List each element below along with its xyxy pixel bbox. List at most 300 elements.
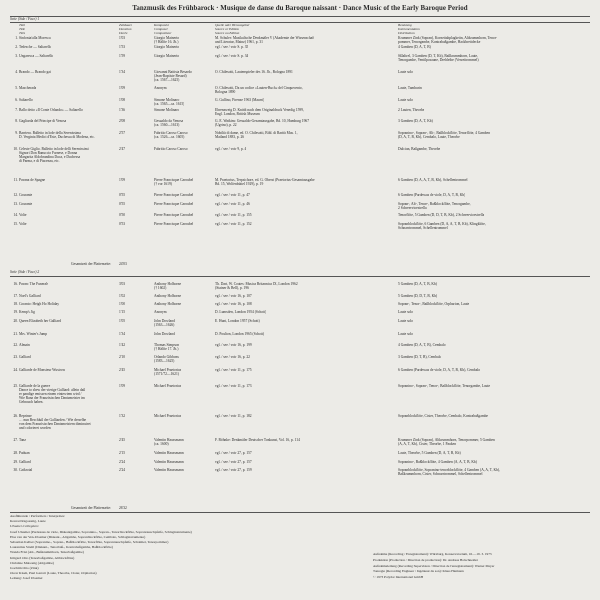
track-source: [215, 222, 252, 226]
track-title: [19, 147, 89, 163]
header-title-line: Title: [19, 27, 26, 31]
track-scoring: [398, 332, 413, 336]
track-scoring: [398, 282, 437, 286]
header-scoring-line: Instrumentation: [398, 27, 420, 31]
track-composer-line: Anonym: [154, 310, 167, 314]
track-scoring: [398, 213, 484, 217]
track-title: [19, 355, 31, 359]
ensemble-line: Ulsamer-Collegium:: [10, 524, 39, 529]
track-scoring-line: 4 Gamben (D, A, T, B): [398, 45, 431, 49]
track-title: [19, 368, 65, 372]
track-number-line: 6.: [15, 98, 18, 102]
credit-line: Tonregie (Recording Engineer / Ingénieur du son): Klaus Hiemann: [373, 569, 464, 574]
track-source: [215, 131, 298, 139]
header-duration: [119, 23, 132, 35]
track-number-line: 4.: [15, 70, 18, 74]
track-scoring: [398, 310, 413, 314]
track-number: [10, 368, 18, 372]
track-number: [10, 54, 18, 58]
track-number: [10, 147, 18, 151]
performer-line: Joachim Otto (Zink): [10, 566, 39, 571]
track-title-line: Volte: [19, 213, 27, 217]
track-duration: [119, 222, 125, 226]
track-number-line: 28.: [13, 451, 18, 455]
track-source: [215, 460, 252, 464]
track-title-line: Mrs. Winter's Jump: [19, 332, 48, 336]
track-scoring: [398, 414, 488, 418]
track-number: [10, 332, 18, 336]
track-source-line: vgl. / see / voir 11, p. 175: [215, 368, 252, 372]
track-duration-line: 1'32: [119, 414, 126, 418]
track-number: [10, 178, 18, 182]
track-scoring-line: Laute solo: [398, 98, 414, 102]
track-title: [19, 302, 59, 306]
track-scoring-line: Sopran-, Alt-, Tenor-, Baßblockflöte, Tenorgambe,: [398, 202, 471, 206]
track-composer-line: Pierre Francisque Caroubel: [154, 178, 194, 182]
track-duration: [119, 414, 125, 418]
track-scoring-line: Dulcian, Baßgambe, Theorbe: [398, 147, 441, 151]
track-composer-line: Anthony Holborne: [154, 282, 182, 286]
track-duration: [119, 193, 125, 197]
track-title-line: Galliarde de la guerre: [19, 384, 51, 388]
track-composer: [154, 178, 193, 186]
track-duration-line: 1'09: [119, 178, 126, 182]
track-duration-line: 2'47: [119, 147, 126, 151]
track-scoring-line: 3 Gamben (D, T, B), Cembalo: [398, 355, 442, 359]
track-title-line: Tedesche — Saltarello: [19, 45, 52, 49]
track-number: [10, 438, 18, 442]
track-source-line: O. Chilesotti, Da un codice »Lauten-Buch« del Cinquecento,: [215, 86, 303, 90]
header-composer-line: Composer: [154, 27, 168, 31]
track-composer-line: (Jean-Baptiste Besard): [154, 74, 187, 79]
track-scoring: [398, 384, 490, 388]
track-duration: [119, 343, 125, 347]
track-source: [215, 294, 252, 298]
track-number: [10, 86, 18, 90]
track-scoring-line: Sopranblockflöte, 6 Gamben (D, A, A, T, B, Kb), Klingklöte,: [398, 222, 486, 226]
track-composer-line: Anonym: [154, 86, 167, 90]
track-composer-line: (1583—1625): [154, 359, 175, 364]
track-composer: [154, 70, 192, 82]
header-source-line: Quelle oder Herausgeber: [215, 23, 250, 27]
track-composer-line: (ca. 1565—ca. 1615): [154, 102, 185, 107]
header-rule: [10, 22, 590, 23]
track-source-line: vgl. / see / voir 11, p. 47: [215, 193, 250, 197]
track-duration: [119, 310, 125, 314]
track-scoring: [398, 54, 479, 62]
track-title: [19, 460, 31, 464]
track-number: [10, 70, 18, 74]
track-title: [19, 343, 30, 347]
track-duration: [119, 178, 125, 182]
track-duration-line: 1'03: [119, 36, 126, 40]
track-scoring-line: 2 Lauten, Theorbe: [398, 108, 425, 112]
track-scoring: [398, 451, 461, 455]
header-scoring-line: Besetzung: [398, 23, 412, 27]
track-scoring: [398, 319, 413, 323]
track-number-line: 22.: [13, 343, 18, 347]
track-duration-line: 2'24: [119, 468, 126, 472]
track-composer: [154, 451, 184, 455]
track-scoring-line: Laute solo: [398, 70, 414, 74]
track-composer: [154, 343, 179, 351]
credit-line: Produktion (Production / Direction de production): Dr. Andreas Holschneider: [373, 557, 478, 562]
track-scoring-line: Laute solo: [398, 332, 414, 336]
track-composer: [154, 45, 179, 49]
performer-line: Elsa van der Ven-Ulsamer (Diskant-, Altgambe, Sopranblockflöte, Cembalo, Schlaginstrumente): [10, 534, 146, 539]
track-duration-line: 2'24: [119, 460, 126, 464]
track-composer: [154, 355, 179, 363]
track-source-line: vgl. / see / voir 16, p. 22: [215, 355, 250, 359]
track-number: [10, 451, 18, 455]
track-title: [19, 213, 27, 217]
credit-line: Aufnahme (Recording / Enregistrement): Würzburg, Konservatorium, 16.—19. 3. 1973: [373, 552, 492, 556]
track-title-line: Kemp's Jig: [19, 310, 35, 314]
track-composer-line: Giorgio Mainerio: [154, 36, 180, 40]
track-composer: [154, 438, 184, 446]
track-composer-line: Giorgio Mainerio: [154, 54, 180, 58]
performer-line: Laurentius Strehl (Diskant-, Tenorbaß-, Kontrabaßgambe, Baßblockflöte): [10, 545, 113, 550]
track-duration: [119, 294, 125, 298]
track-composer: [154, 202, 193, 206]
track-source: [215, 119, 309, 127]
track-number: [10, 193, 18, 197]
track-number: [10, 131, 18, 135]
track-title: [19, 451, 30, 455]
track-composer-line: John Dowland: [154, 332, 175, 336]
header-title: [19, 23, 25, 35]
track-duration-line: 1'05: [119, 319, 126, 323]
track-title-line: D. Verginia Medici d'Este, Duchessa di Modena, etc.: [19, 135, 95, 140]
track-source: [215, 45, 248, 49]
track-title-line: di Parma, e di Piacenza, etc.: [19, 159, 60, 164]
track-duration-line: 0'50: [119, 213, 126, 217]
track-duration: [119, 355, 125, 359]
track-title-line: Mascherada: [19, 86, 37, 90]
track-duration: [119, 131, 125, 135]
header-duration-line: Duration: [119, 27, 132, 31]
track-source-line: G. E. Watkins: Gesualdo-Gesamtausgabe, Bd. 10, Hamburg 1967: [215, 119, 309, 123]
track-duration-line: 0'55: [119, 202, 126, 206]
track-title-line: Catkrotal: [19, 468, 33, 472]
track-scoring-line: Sopranblockflöte, Cister, Theorbe, Cembalo, Kontrabaßgambe: [398, 414, 489, 418]
track-scoring-line: Sßlaltrel, 3 Gamben (D, T, Kb), Baßkrummhorn, Laute,: [398, 54, 479, 58]
track-title: [19, 36, 51, 40]
track-composer: [154, 86, 167, 90]
track-number-line: 19.: [13, 310, 18, 314]
track-scoring: [398, 119, 433, 123]
track-source: [215, 343, 252, 347]
track-composer: [154, 310, 167, 314]
track-source-line: vgl. / see / voir 16, p. 199: [215, 343, 252, 347]
track-title-line: Reprinse: [19, 414, 32, 418]
track-title-line: Ballo detto «Il Conte Orlando» — Saltarello: [19, 108, 83, 112]
track-duration-line: 1'09: [119, 86, 126, 90]
track-number: [10, 460, 18, 464]
track-duration: [119, 147, 125, 151]
track-source: [215, 451, 252, 455]
track-composer-line: († vor 1619): [154, 182, 172, 187]
header-duration-line: Zeitdauer: [119, 23, 133, 27]
track-scoring-line: Laute, Theorbe, 5 Gamben (D, A, T, B, Kb): [398, 451, 461, 455]
track-title-line: Coranto: Heigh Ho Holiday: [19, 302, 60, 306]
track-composer-line: Giovanni Battista Besardo: [154, 70, 192, 74]
track-scoring: [398, 460, 477, 464]
track-composer: [154, 147, 188, 151]
track-source-line: M. Schuler: Musikalische Denkmäler V (Akademie der Wissenschaft: [215, 36, 315, 40]
track-duration: [119, 319, 125, 323]
performer-line: Christine Maisonig (Altgambe): [10, 560, 54, 565]
track-duration-line: 1'02: [119, 294, 126, 298]
track-composer-line: Valentin Haussmann: [154, 438, 184, 442]
track-source: [215, 178, 315, 186]
track-source-line: Ehrenzweig D. Knödt nach dem Originaldruck Venedig 1599,: [215, 108, 304, 112]
performer-line: Oscar Kiseh, Paul Garrett (Laute, Theorbe, Cister, Orpharion): [10, 571, 97, 576]
track-source: [215, 368, 252, 372]
track-source: [215, 213, 252, 217]
track-duration: [119, 213, 125, 217]
track-scoring-line: 3 Gamben (D, A, T, Kb): [398, 119, 433, 123]
track-duration-line: 2'10: [119, 355, 126, 359]
track-source: [215, 54, 248, 58]
track-duration: [119, 45, 125, 49]
track-composer-line: Pierre Francisque Caroubel: [154, 222, 194, 226]
track-scoring: [398, 108, 424, 112]
track-source: [215, 355, 250, 359]
track-scoring: [398, 98, 413, 102]
track-number: [10, 36, 18, 40]
track-source-line: Bologna 1890: [215, 90, 236, 95]
track-number-line: 11.: [13, 178, 18, 182]
track-duration: [119, 302, 125, 306]
track-composer-line: Michael Praetorius: [154, 368, 182, 372]
side1-label: Seite (Side / Face) 1: [10, 17, 40, 21]
track-number-line: 16.: [13, 282, 18, 286]
track-composer: [154, 468, 184, 472]
track-composer-line: († 1602): [154, 286, 167, 291]
header-scoring: [398, 23, 420, 35]
track-scoring-line: Sopranblockflöte, Sopranino-tenorblockflöte, 4 Gamben (A, A, T, Kb),: [398, 468, 500, 472]
track-title-line: Margarita Aldobrandina Duca, e Duchessa: [19, 155, 81, 160]
track-scoring-line: Baßkrummhorn, Cister, Schnarrtrommel, Schellentrommel: [398, 472, 483, 477]
track-number-line: 7.: [15, 108, 18, 112]
track-duration: [119, 202, 125, 206]
performer-line: Sebastian Kelber (Sopranino-, Sopran-, Baßblockflöte, Tenorflöte, Sopranrauschpfeife, Schalmei, Tenorpommer): [10, 540, 169, 545]
track-source-line: vgl. / see / voir 9, p. 4: [215, 147, 247, 151]
track-composer-line: Anthony Holborne: [154, 302, 182, 306]
track-source-line: M. Praetorius, Terpsichore, ed. G. Oberst (Praetorius-Gesamtausgabe: [215, 178, 315, 182]
credit-line: © 1973 Polydor International GmbH: [373, 575, 424, 580]
track-duration: [119, 98, 125, 102]
track-source: [215, 86, 303, 94]
track-composer-line: (ca. 1560—1613): [154, 123, 180, 128]
track-composer: [154, 368, 181, 376]
track-title: [19, 178, 45, 182]
track-source-line: Nobiltà di dame, ed. O. Chilesotti, Bibl. di Rarità Mus. 1,: [215, 131, 298, 135]
track-duration-line: 2'15: [119, 451, 126, 455]
track-duration: [119, 384, 125, 388]
track-title: [19, 98, 33, 102]
top-rule: [10, 16, 590, 17]
track-title-line: Noel's Galliard: [19, 294, 41, 298]
track-title-line: Tanz: [19, 438, 26, 442]
track-number-line: 18.: [13, 302, 18, 306]
track-composer: [154, 319, 175, 327]
track-duration-line: 1'34: [119, 332, 126, 336]
track-source: [215, 332, 264, 336]
track-scoring-line: Laute solo: [398, 310, 414, 314]
track-number-line: 13.: [13, 202, 18, 206]
track-source-line: vgl. / see / voir 11, p. 182: [215, 414, 252, 418]
track-source: [215, 202, 250, 206]
track-duration: [119, 36, 125, 40]
track-title-line: Pavan: The Funerals: [19, 282, 49, 286]
track-number: [10, 98, 18, 102]
track-title: [19, 310, 35, 314]
track-composer-line: Pierre Francisque Caroubel: [154, 202, 194, 206]
track-scoring-line: 6 Gamben (Pardessus de viole, D, A, T, B, Kb): [398, 193, 466, 197]
track-composer-line: (ca. 1526—ca. 1605): [154, 135, 185, 140]
track-scoring: [398, 222, 486, 230]
track-source-line: vgl. / see / voir 11, p. 173: [215, 384, 252, 388]
performer-line: Irmgard Otto (Tenorbaßgambe, Altblockflöte): [10, 555, 75, 560]
track-number-line: 10.: [13, 147, 18, 151]
track-title-line: Galliard: [19, 460, 31, 464]
track-source: [215, 310, 266, 314]
track-duration-line: 2'45: [119, 368, 126, 372]
track-scoring: [398, 355, 441, 359]
track-duration-line: 2'45: [119, 438, 126, 442]
performer-lines: [10, 530, 192, 577]
track-duration: [119, 119, 125, 123]
track-source: [215, 302, 252, 306]
track-number-line: 20.: [13, 319, 18, 323]
track-scoring: [398, 343, 446, 347]
track-composer-line: Orlando Gibbons: [154, 355, 179, 359]
track-number-line: 29.: [13, 460, 18, 464]
track-number-line: 3.: [15, 54, 18, 58]
track-composer: [154, 213, 193, 217]
track-composer: [154, 384, 181, 388]
track-number: [10, 213, 18, 217]
track-title: [19, 222, 27, 226]
track-composer-line: Anthony Holborne: [154, 294, 182, 298]
track-title-line: Pavana de Spagne: [19, 178, 46, 182]
track-source: [215, 108, 304, 116]
track-scoring: [398, 45, 431, 49]
track-number: [10, 222, 18, 226]
track-composer-line: († Hälfte 16. Jh.): [154, 40, 179, 45]
track-composer-line: Thomas Simpson: [154, 343, 180, 347]
track-title: [19, 193, 32, 197]
track-source-line: vgl. / see / voir 11, p. 152: [215, 222, 252, 226]
track-source-line: vgl. / see / voir S. p. 34: [215, 54, 249, 58]
track-scoring-line: Sopranino-, Sopran-, Tenor-, Baßblockflöte, Tenorgambe, Laute: [398, 384, 491, 388]
track-source-line: vgl. / see / voir 27, p. 159: [215, 468, 252, 472]
track-scoring-line: Tenorgambe, Ventilposaune, Drehleibe (Verzeitrommel): [398, 58, 479, 63]
track-title-line: Wie Ranz der Französischen Dantzmeister im: [19, 396, 85, 401]
track-composer-line: († Hälfte 17. Jh.): [154, 347, 179, 352]
track-scoring: [398, 302, 469, 306]
track-title: [19, 54, 53, 58]
track-source: [215, 70, 293, 74]
track-scoring-line: Krummer Zink (Sopran), Kornettahplagkeitn, Altkrummhorn, Tenor-: [398, 36, 498, 40]
track-composer-line: Simone Molinaro: [154, 98, 180, 102]
header-scoring-line: Distribution: [398, 31, 415, 35]
track-source-line: vgl. / see / voir 11, p. 46: [215, 202, 250, 206]
track-composer: [154, 193, 193, 197]
track-title-line: er pandige emissen einem eintewtem wird /: [19, 392, 82, 397]
track-title-line: Galliard: [19, 355, 31, 359]
track-scoring: [398, 36, 497, 44]
track-number: [10, 202, 18, 206]
track-composer-line: Valentin Haussmann: [154, 451, 184, 455]
track-source-line: Engl. London, British Museum: [215, 112, 260, 117]
track-composer: [154, 222, 193, 226]
track-source: [215, 193, 250, 197]
track-duration-line: 1'59: [119, 54, 126, 58]
track-duration-line: 1'42: [119, 343, 126, 347]
track-number-line: 26.: [13, 414, 18, 418]
track-composer-line: (1563—1626): [154, 323, 175, 328]
track-number: [10, 319, 18, 323]
track-scoring-line: 2 Schreervioestrella: [398, 206, 427, 211]
track-title: [19, 414, 91, 430]
track-source: [215, 414, 252, 418]
track-source-line: Mailand 1883, p. 26: [215, 135, 245, 140]
track-number: [10, 294, 18, 298]
side2-label: Seite (Side / Face) 2: [10, 270, 40, 274]
performer-line: Wanda Frisi (Alt-, Baßkrummhorn, Tenorbaßgambe): [10, 550, 84, 555]
track-composer-line: Fabritio Caroso Caroso: [154, 147, 188, 151]
track-scoring-line: Laute solo: [398, 319, 414, 323]
track-number: [10, 282, 18, 286]
track-number-line: 23.: [13, 355, 18, 359]
track-duration: [119, 70, 125, 74]
track-composer-line: Pierre Francisque Caroubel: [154, 193, 194, 197]
track-title: [19, 319, 61, 323]
conductor-line: Konrad Ragossnig, Laute: [10, 519, 46, 524]
track-title-line: Gagliarda del Principe di Venosa: [19, 119, 67, 123]
track-scoring: [398, 178, 468, 182]
track-number-line: 8.: [15, 119, 18, 123]
track-source: [215, 98, 264, 102]
track-source: [215, 36, 314, 44]
track-title: [19, 131, 95, 139]
track-title: [19, 294, 41, 298]
track-number-line: 1.: [15, 36, 18, 40]
track-composer-line: Pierre Francisque Caroubel: [154, 213, 194, 217]
track-source: [215, 319, 260, 323]
track-source: [215, 468, 252, 472]
track-duration-line: 1'15: [119, 310, 126, 314]
track-source-line: O. Chilesotti, Lautenspieler des 16. Jh., Bologna 1891: [215, 70, 293, 74]
header-source-line: Source ou Edition: [215, 31, 240, 35]
track-source-line: vgl. / see / voir 27, p. 157: [215, 451, 252, 455]
track-composer-line: Valentin Haussmann: [154, 460, 184, 464]
header-source-line: Source or Edition: [215, 27, 239, 31]
track-number: [10, 468, 18, 472]
header-title-line: Titre: [19, 31, 26, 35]
track-source-line: D. Lumsden, London 1954 (Schott): [215, 310, 267, 314]
track-duration-line: 0'53: [119, 222, 126, 226]
track-scoring: [398, 438, 495, 446]
track-scoring: [398, 468, 500, 476]
track-composer-line: Fabritio Caroso Caroso: [154, 131, 188, 135]
track-number-line: 24.: [13, 368, 18, 372]
track-number-line: 25.: [13, 384, 18, 388]
track-composer-line: Gesualdo da Venosa: [154, 119, 184, 123]
